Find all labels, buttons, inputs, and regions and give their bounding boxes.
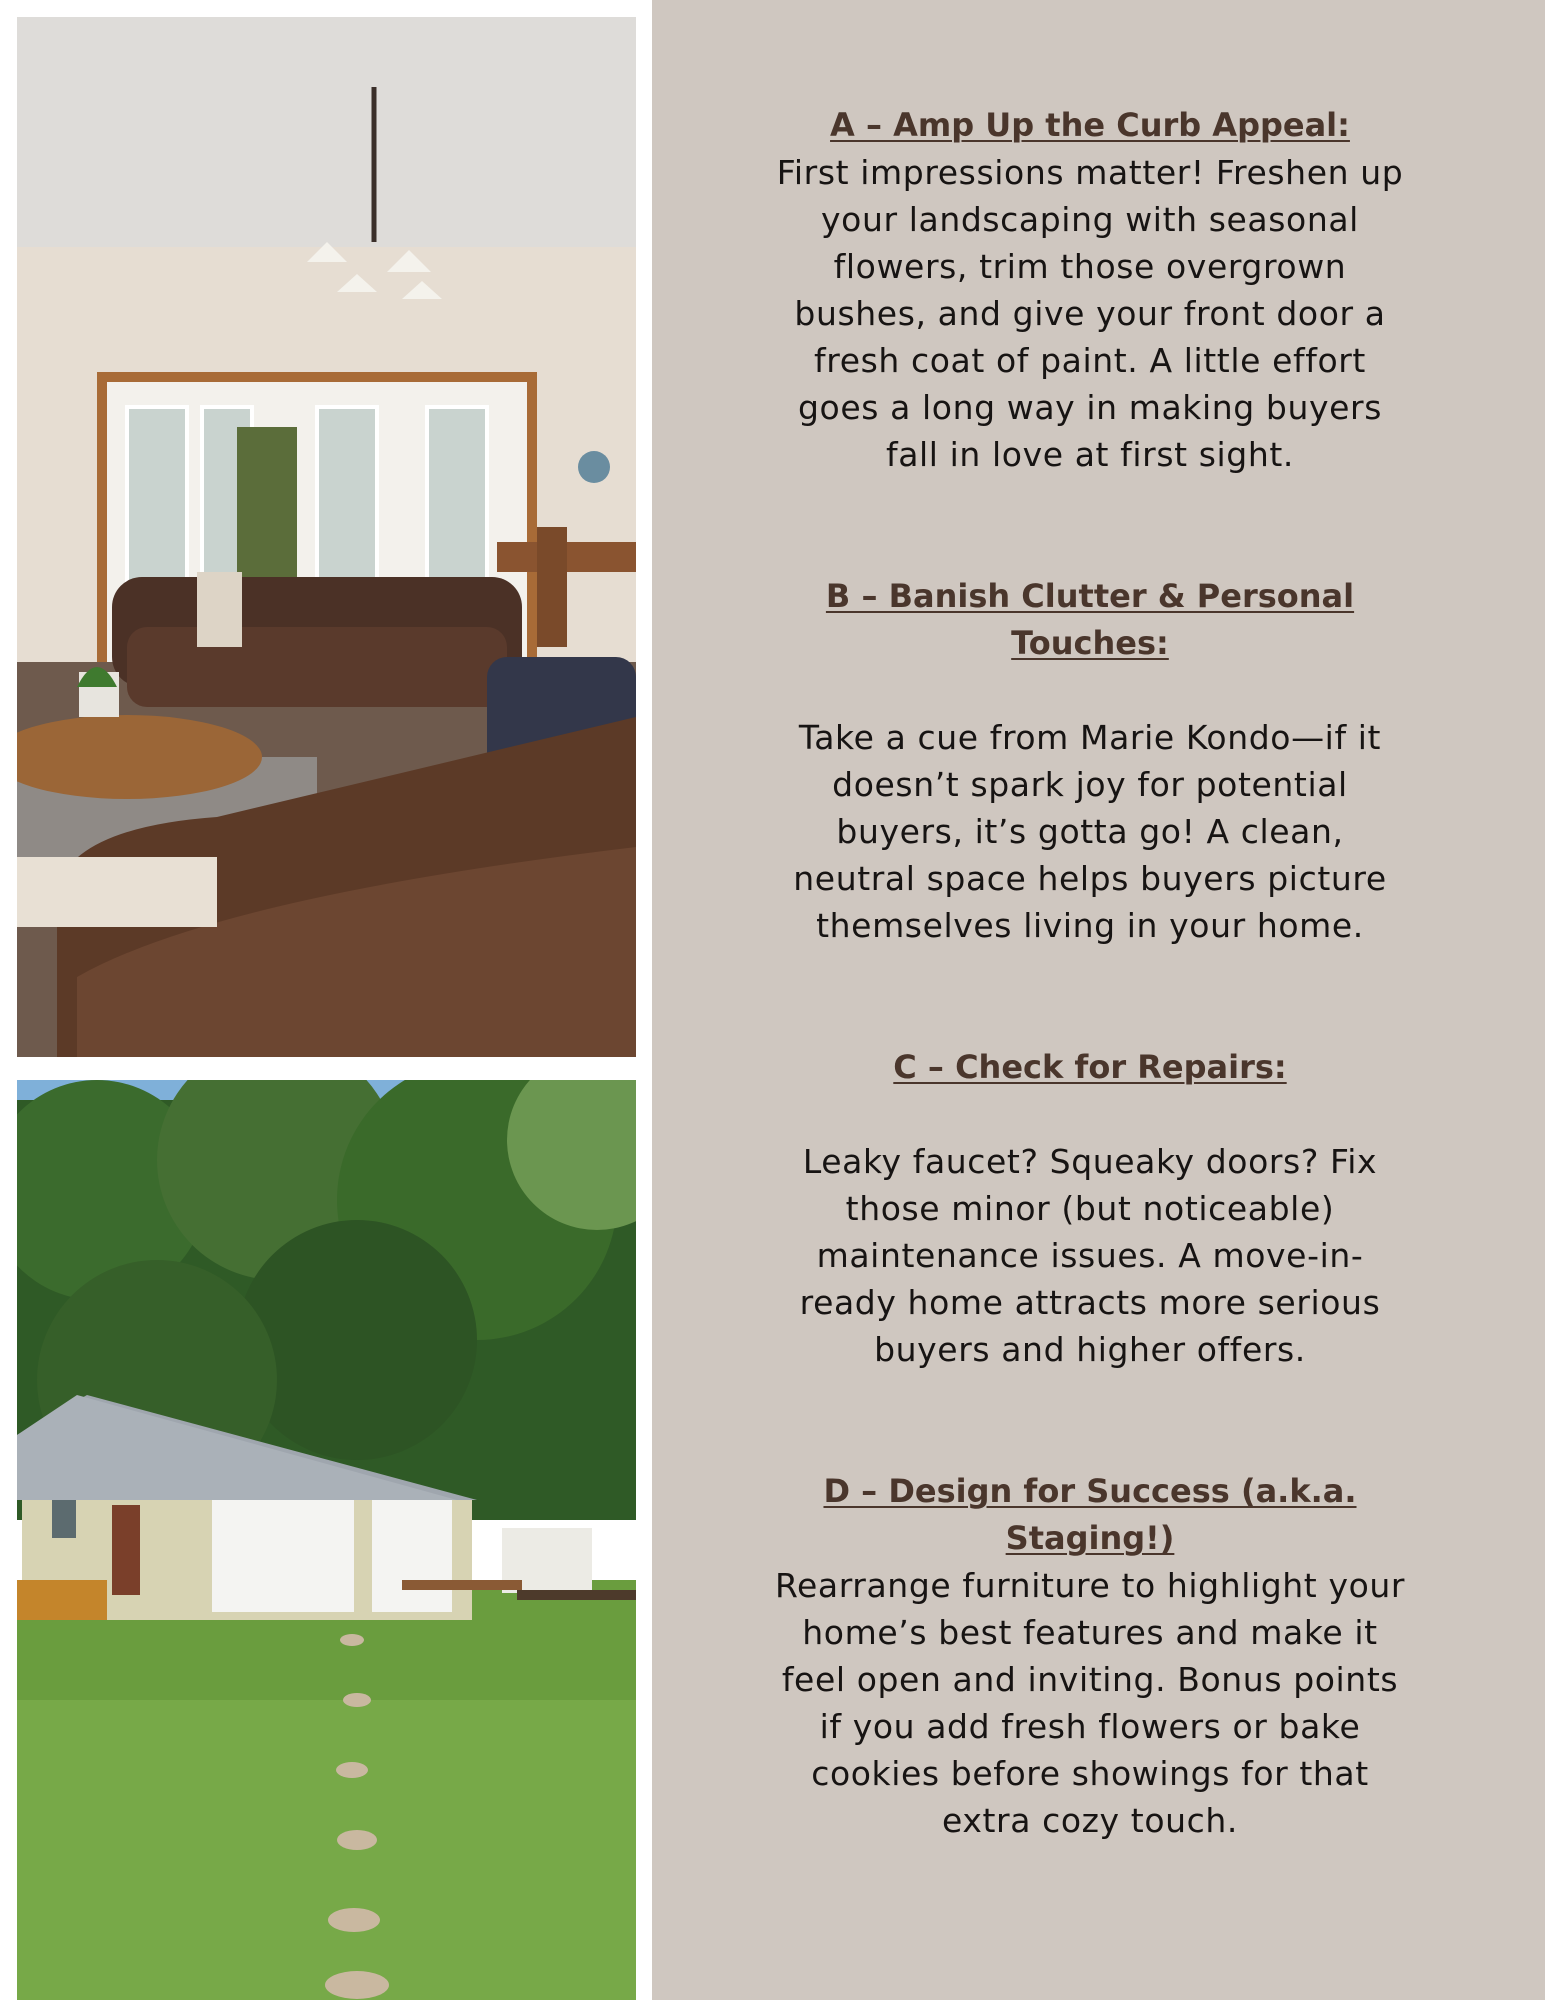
backyard-garage-photo bbox=[17, 1080, 636, 2000]
living-room-photo bbox=[17, 17, 636, 1057]
section-a-body: First impressions matter! Freshen up your landscaping with seasonal flowers, trim those overgrown bushes, and give your front door a fresh coat of paint. A little effort goes a long way in making buyers fall in love at first sight. bbox=[776, 153, 1404, 474]
section-d-body: Rearrange furniture to highlight your home’s best features and make it feel open and inviting. Bonus points if you add fresh flowers or bake cookies before showings for that extra cozy touch. bbox=[774, 1566, 1406, 1840]
section-d-heading: D – Design for Success (a.k.a. Staging!) bbox=[823, 1472, 1357, 1557]
section-b-spacer bbox=[770, 667, 1410, 714]
tips-panel bbox=[652, 0, 1545, 2000]
section-c-heading: C – Check for Repairs: bbox=[893, 1048, 1287, 1086]
section-b bbox=[770, 573, 1410, 949]
section-c-spacer bbox=[770, 1091, 1410, 1138]
section-c-body: Leaky faucet? Squeaky doors? Fix those minor (but noticeable) maintenance issues. A move-in-ready home attracts more serious buyers and higher offers. bbox=[799, 1142, 1381, 1369]
section-a bbox=[770, 102, 1410, 478]
backyard-illustration bbox=[17, 1080, 636, 2000]
section-c bbox=[770, 1044, 1410, 1373]
section-a-heading: A – Amp Up the Curb Appeal: bbox=[830, 106, 1350, 144]
section-b-heading: B – Banish Clutter & Personal Touches: bbox=[825, 577, 1355, 662]
living-room-illustration bbox=[17, 17, 636, 1057]
section-d bbox=[770, 1468, 1410, 1844]
section-b-body: Take a cue from Marie Kondo—if it doesn’t spark joy for potential buyers, it’s gotta go! A clean, neutral space helps buyers picture themselves living in your home. bbox=[793, 718, 1387, 945]
